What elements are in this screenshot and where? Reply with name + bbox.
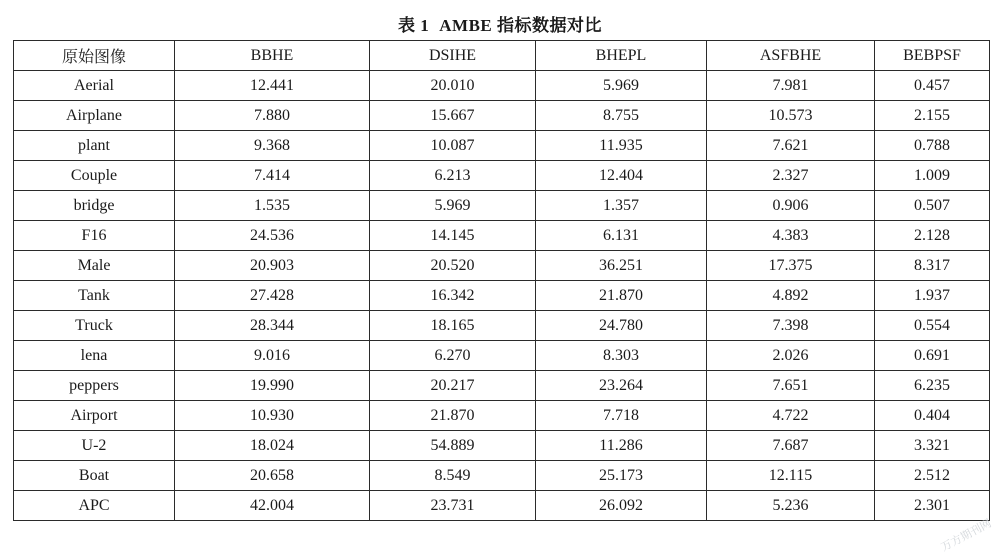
image-name-cell: Tank: [14, 281, 175, 311]
value-cell: 10.930: [175, 401, 370, 431]
image-name-cell: Boat: [14, 461, 175, 491]
column-header: BHEPL: [536, 41, 707, 71]
value-cell: 16.342: [370, 281, 536, 311]
image-name-cell: F16: [14, 221, 175, 251]
value-cell: 5.969: [370, 191, 536, 221]
table-title: AMBE 指标数据对比: [439, 16, 602, 35]
ambe-comparison-table: [13, 40, 990, 521]
column-header: BBHE: [175, 41, 370, 71]
table-row: [14, 461, 990, 491]
value-cell: 0.404: [875, 401, 990, 431]
table-row: [14, 311, 990, 341]
table-row: [14, 491, 990, 521]
image-name-cell: Airplane: [14, 101, 175, 131]
table-row: [14, 221, 990, 251]
image-name-cell: Male: [14, 251, 175, 281]
value-cell: 18.024: [175, 431, 370, 461]
image-name-cell: APC: [14, 491, 175, 521]
value-cell: 11.286: [536, 431, 707, 461]
value-cell: 0.554: [875, 311, 990, 341]
value-cell: 17.375: [707, 251, 875, 281]
image-name-cell: U-2: [14, 431, 175, 461]
value-cell: 11.935: [536, 131, 707, 161]
table-row: [14, 401, 990, 431]
value-cell: 5.969: [536, 71, 707, 101]
table-row: [14, 131, 990, 161]
value-cell: 20.658: [175, 461, 370, 491]
image-name-cell: bridge: [14, 191, 175, 221]
value-cell: 0.457: [875, 71, 990, 101]
value-cell: 9.368: [175, 131, 370, 161]
value-cell: 9.016: [175, 341, 370, 371]
value-cell: 15.667: [370, 101, 536, 131]
value-cell: 23.264: [536, 371, 707, 401]
image-name-cell: Airport: [14, 401, 175, 431]
value-cell: 8.755: [536, 101, 707, 131]
value-cell: 36.251: [536, 251, 707, 281]
value-cell: 7.981: [707, 71, 875, 101]
value-cell: 10.573: [707, 101, 875, 131]
value-cell: 14.145: [370, 221, 536, 251]
value-cell: 4.892: [707, 281, 875, 311]
value-cell: 23.731: [370, 491, 536, 521]
value-cell: 20.903: [175, 251, 370, 281]
table-row: [14, 71, 990, 101]
image-name-cell: peppers: [14, 371, 175, 401]
value-cell: 24.780: [536, 311, 707, 341]
value-cell: 3.321: [875, 431, 990, 461]
value-cell: 0.906: [707, 191, 875, 221]
value-cell: 12.115: [707, 461, 875, 491]
table-row: [14, 431, 990, 461]
value-cell: 7.718: [536, 401, 707, 431]
value-cell: 12.404: [536, 161, 707, 191]
value-cell: 1.937: [875, 281, 990, 311]
column-header: DSIHE: [370, 41, 536, 71]
value-cell: 7.880: [175, 101, 370, 131]
value-cell: 24.536: [175, 221, 370, 251]
value-cell: 7.651: [707, 371, 875, 401]
value-cell: 7.414: [175, 161, 370, 191]
table-row: [14, 191, 990, 221]
value-cell: 19.990: [175, 371, 370, 401]
value-cell: 18.165: [370, 311, 536, 341]
value-cell: 8.303: [536, 341, 707, 371]
image-name-cell: plant: [14, 131, 175, 161]
value-cell: 8.317: [875, 251, 990, 281]
image-name-cell: Couple: [14, 161, 175, 191]
watermark: 万方期刊网: [938, 516, 994, 554]
table-row: [14, 281, 990, 311]
image-name-cell: lena: [14, 341, 175, 371]
value-cell: 6.213: [370, 161, 536, 191]
value-cell: 1.535: [175, 191, 370, 221]
table-row: [14, 371, 990, 401]
value-cell: 42.004: [175, 491, 370, 521]
value-cell: 1.009: [875, 161, 990, 191]
value-cell: 2.512: [875, 461, 990, 491]
column-header: BEBPSF: [875, 41, 990, 71]
value-cell: 0.691: [875, 341, 990, 371]
value-cell: 6.235: [875, 371, 990, 401]
value-cell: 28.344: [175, 311, 370, 341]
value-cell: 2.128: [875, 221, 990, 251]
value-cell: 5.236: [707, 491, 875, 521]
table-row: [14, 101, 990, 131]
value-cell: 0.788: [875, 131, 990, 161]
table-caption: [0, 11, 1000, 36]
value-cell: 26.092: [536, 491, 707, 521]
value-cell: 4.722: [707, 401, 875, 431]
value-cell: 2.155: [875, 101, 990, 131]
value-cell: 7.398: [707, 311, 875, 341]
value-cell: 2.327: [707, 161, 875, 191]
table-header-row: [14, 41, 990, 71]
value-cell: 0.507: [875, 191, 990, 221]
value-cell: 8.549: [370, 461, 536, 491]
table-number: 表 1: [398, 16, 430, 35]
value-cell: 7.687: [707, 431, 875, 461]
image-name-cell: Aerial: [14, 71, 175, 101]
value-cell: 6.131: [536, 221, 707, 251]
value-cell: 21.870: [536, 281, 707, 311]
column-header: 原始图像: [14, 41, 175, 71]
value-cell: 20.010: [370, 71, 536, 101]
column-header: ASFBHE: [707, 41, 875, 71]
table-row: [14, 161, 990, 191]
value-cell: 2.026: [707, 341, 875, 371]
value-cell: 10.087: [370, 131, 536, 161]
table-row: [14, 341, 990, 371]
value-cell: 4.383: [707, 221, 875, 251]
value-cell: 7.621: [707, 131, 875, 161]
value-cell: 21.870: [370, 401, 536, 431]
image-name-cell: Truck: [14, 311, 175, 341]
value-cell: 20.520: [370, 251, 536, 281]
value-cell: 2.301: [875, 491, 990, 521]
value-cell: 1.357: [536, 191, 707, 221]
value-cell: 12.441: [175, 71, 370, 101]
value-cell: 6.270: [370, 341, 536, 371]
value-cell: 27.428: [175, 281, 370, 311]
table-row: [14, 251, 990, 281]
value-cell: 20.217: [370, 371, 536, 401]
value-cell: 25.173: [536, 461, 707, 491]
value-cell: 54.889: [370, 431, 536, 461]
